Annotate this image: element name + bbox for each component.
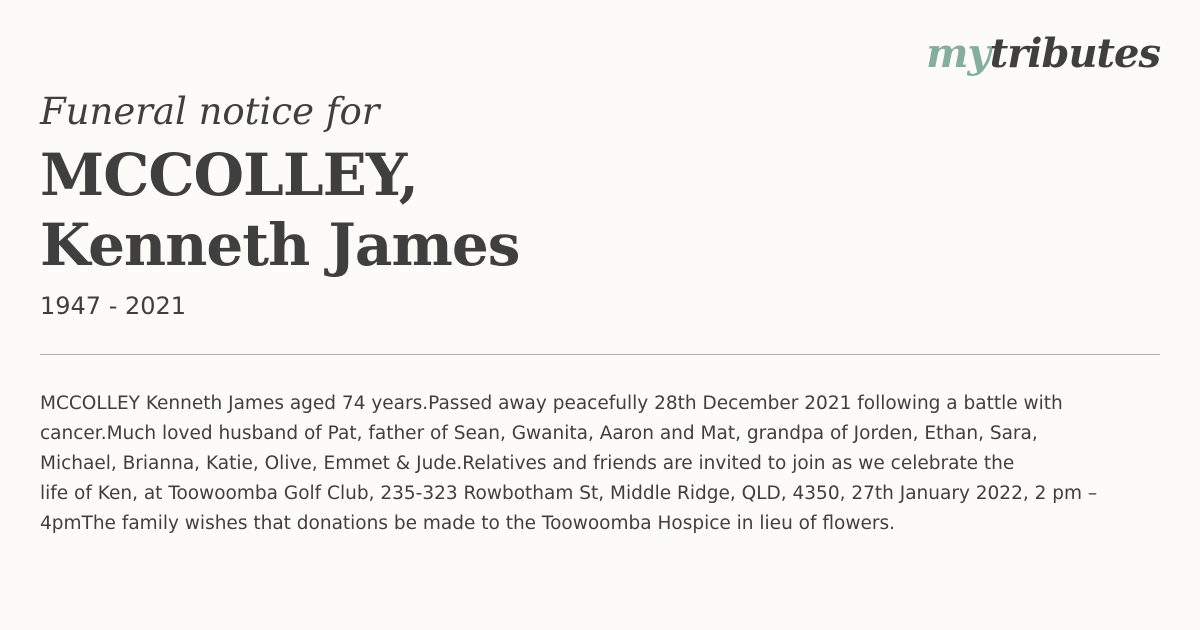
deceased-given-names: Kenneth James <box>40 211 520 279</box>
notice-body-line: cancer.Much loved husband of Pat, father of Sean, Gwanita, Aaron and Mat, grandpa of Jorden, Ethan, Sara, <box>40 423 1038 444</box>
notice-body <box>40 389 1160 539</box>
logo-tributes-text: tributes <box>989 30 1160 77</box>
logo-my-text: my <box>926 30 990 77</box>
deceased-surname: MCCOLLEY, <box>40 141 418 209</box>
life-years: 1947 - 2021 <box>40 292 187 320</box>
deceased-name <box>40 140 519 280</box>
notice-body-line: MCCOLLEY Kenneth James aged 74 years.Passed away peacefully 28th December 2021 following a battle with <box>40 393 1063 414</box>
divider <box>40 354 1160 355</box>
notice-body-line: Michael, Brianna, Katie, Olive, Emmet & Jude.Relatives and friends are invited to join as we celebrate the <box>40 453 1015 474</box>
notice-body-line: life of Ken, at Toowoomba Golf Club, 235-323 Rowbotham St, Middle Ridge, QLD, 4350, 27th January 2022, 2 pm – <box>40 483 1098 504</box>
mytributes-logo[interactable] <box>926 30 1160 77</box>
notice-intro: Funeral notice for <box>40 90 380 133</box>
notice-body-line: 4pmThe family wishes that donations be made to the Toowoomba Hospice in lieu of flowers. <box>40 513 895 534</box>
